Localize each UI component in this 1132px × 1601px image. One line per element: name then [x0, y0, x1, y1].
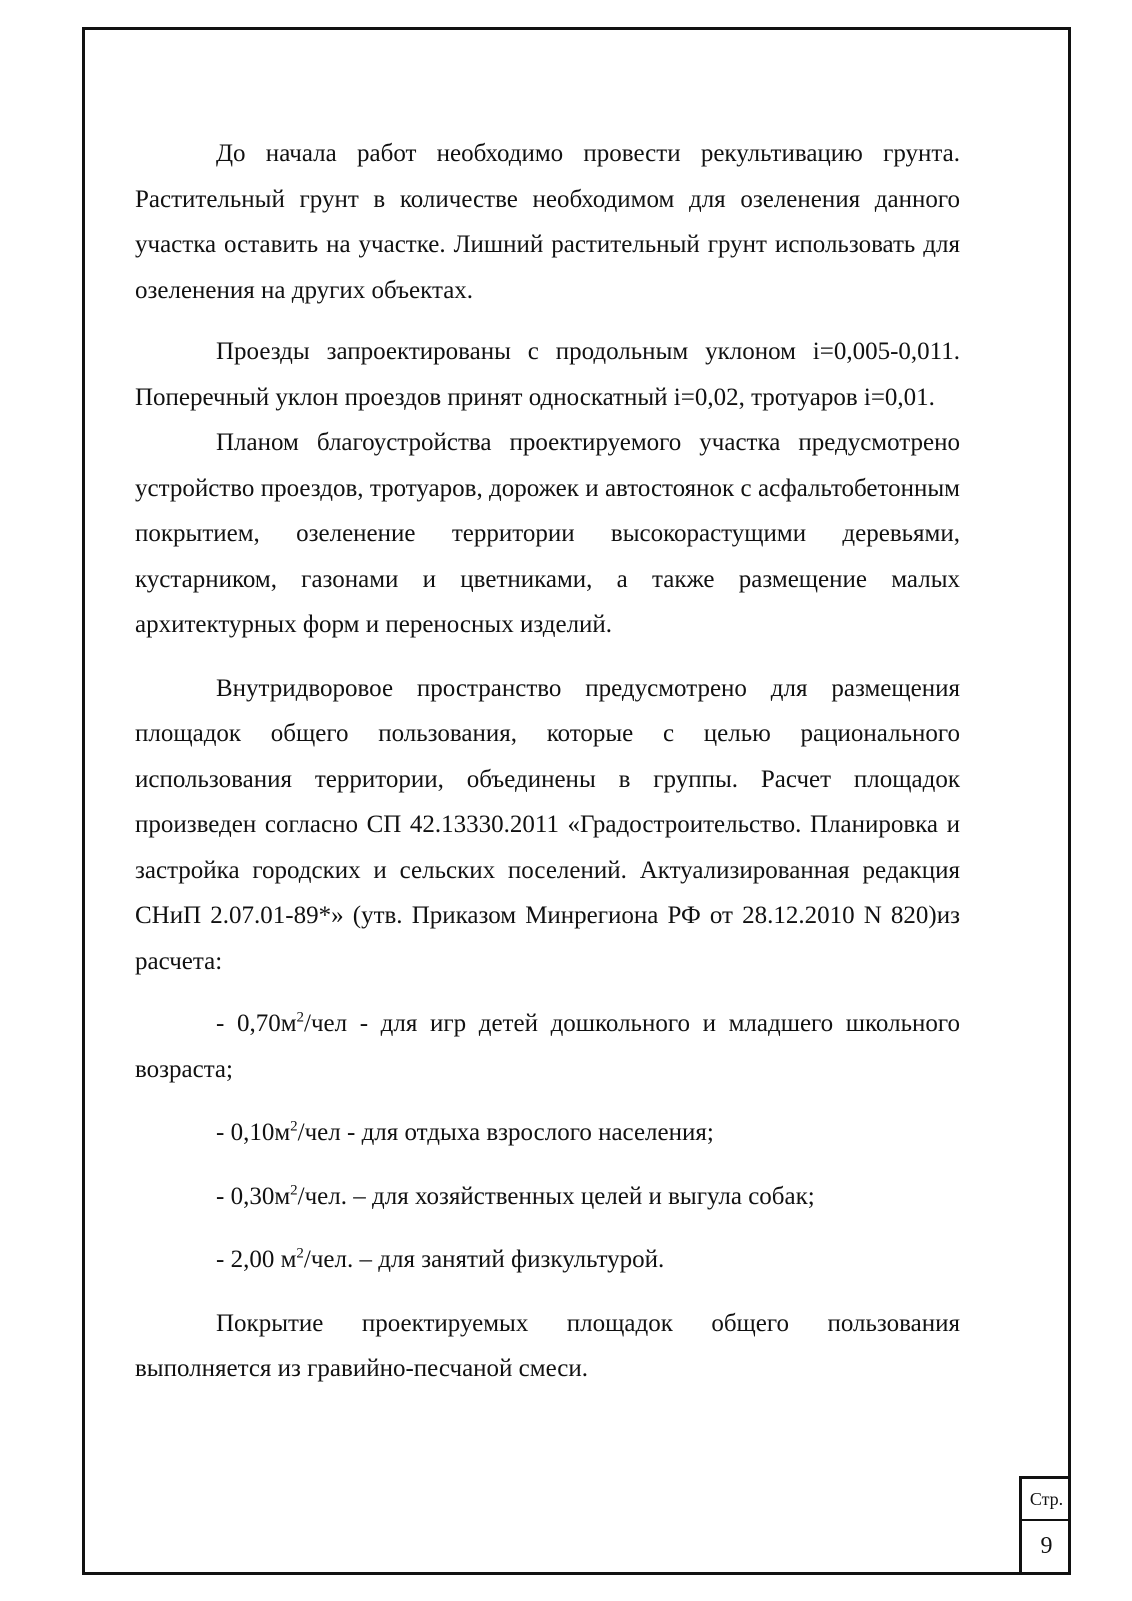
- norm-item-sport: - 2,00 $м^2$/чел. – для занятий физкультурой.: [216, 1245, 665, 1273]
- document-body: [135, 131, 960, 1392]
- page-number: 9: [1040, 1533, 1053, 1559]
- norm-item-children: - $0,70м^2$/чел - для игр детей дошкольного и младшего школьного возраста;: [135, 1009, 960, 1083]
- norm-item-household: - $0,30м^2$/чел. – для хозяйственных целей и выгула собак;: [216, 1182, 815, 1210]
- paragraph-landscaping: Планом благоустройства проектируемого участка предусмотрено устройство проездов, тротуаров, дорожек и автостоянок с асфальтобетонным покрытием, озеленение территории высокорастущими деревьями, кустарником, газонами и цветниками, а также размещение малых архитектурных форм и переносных изделий.: [135, 429, 960, 638]
- paragraph-recultivation: До начала работ необходимо провести рекультивацию грунта. Растительный грунт в количестве необходимом для озеленения данного участка оставить на участке. Лишний растительный грунт использовать для озеленения на других объектах.: [135, 140, 960, 304]
- paragraph-courtyard: Внутридворовое пространство предусмотрено для размещения площадок общего пользования, которые с целью рационального использования территории, объединены в группы. Расчет площадок произведен согласно СП 42.13330.2011 «Градостроительство. Планировка и застройка городских и сельских поселений. Актуализированная редакция СНиП 2.07.01-89*» (утв. Приказом Минрегиона РФ от 28.12.2010 N 820)из расчета:: [135, 674, 960, 975]
- page-label: Стр.: [1022, 1479, 1071, 1521]
- page-stamp: [1019, 1476, 1071, 1575]
- paragraph-slopes: Проезды запроектированы с продольным уклоном i=0,005-0,011. Поперечный уклон проездов принят односкатный i=0,02, тротуаров i=0,01.: [135, 338, 960, 411]
- paragraph-coverage: Покрытие проектируемых площадок общего пользования выполняется из гравийно-песчаной смеси.: [135, 1309, 960, 1382]
- norm-item-adults: - $0,10м^2$/чел - для отдыха взрослого населения;: [216, 1118, 714, 1146]
